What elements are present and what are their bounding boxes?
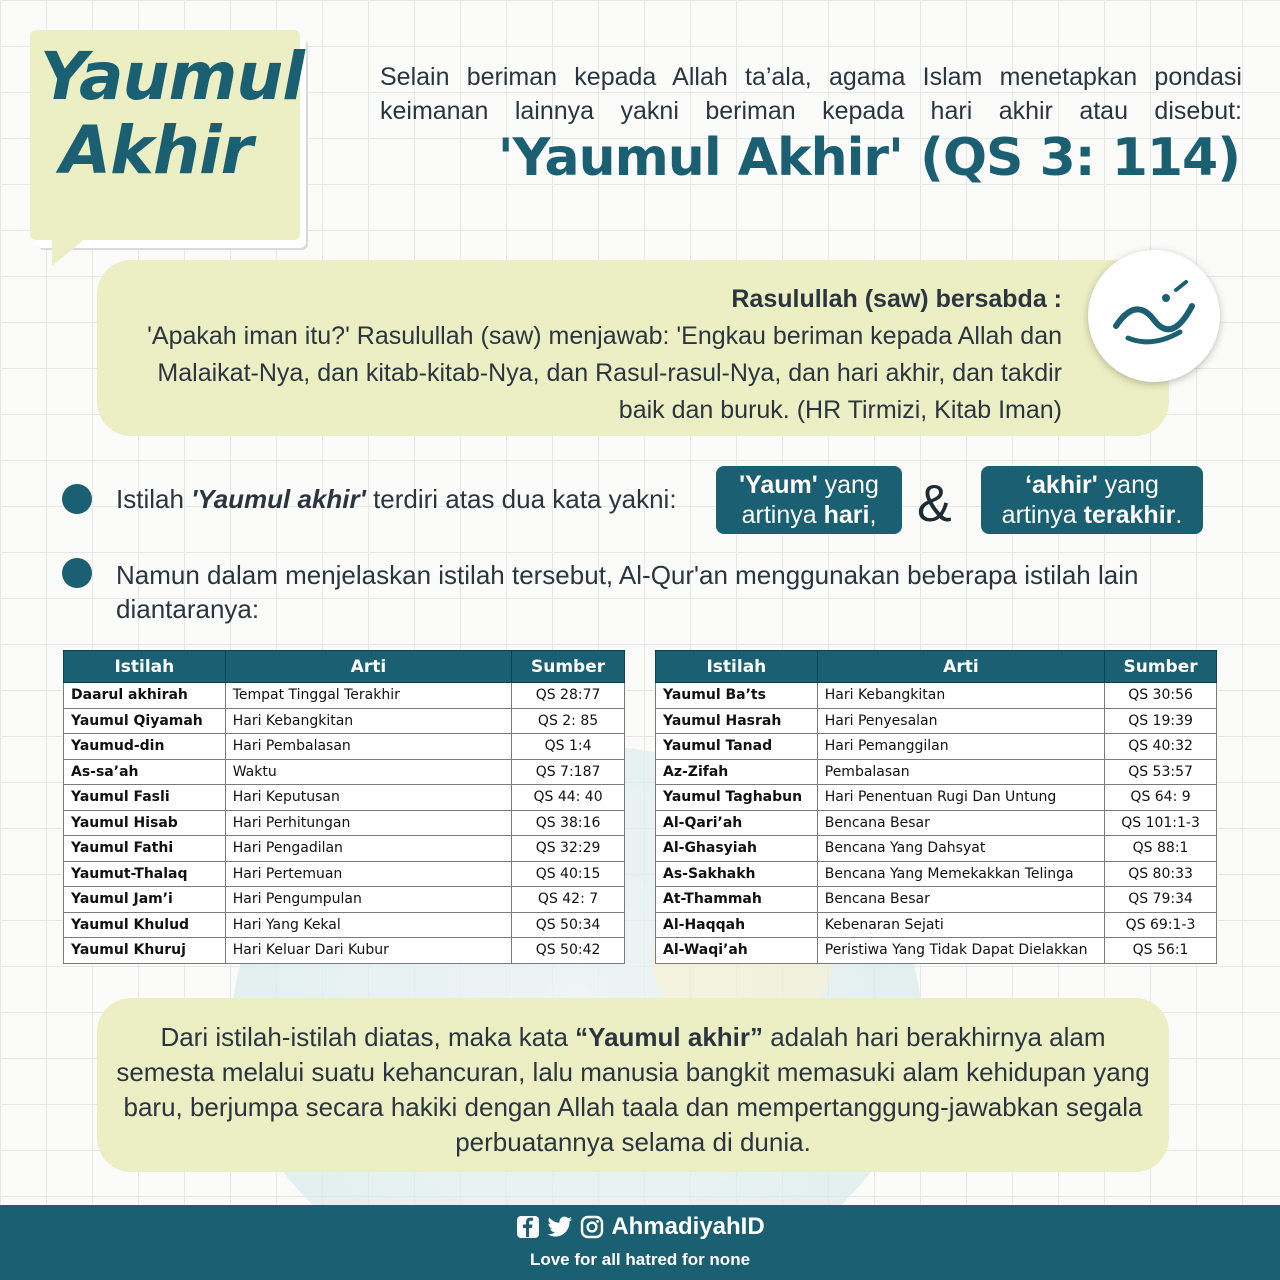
meaning-cell: Hari Perhitungan: [225, 810, 511, 836]
term-cell: Yaumul Hasrah: [656, 708, 818, 734]
summary-after: adalah hari berakhirnya alam semesta melalui suatu kehancuran, lalu manusia bangkit memasuki alam kehidupan yang baru, berjumpa secara hakiki dengan Allah taala dan mempertanggung-jawabkan segala perbuatannya selama di dunia.: [116, 1022, 1150, 1157]
source-cell: QS 1:4: [512, 734, 625, 760]
term-cell: Al-Haqqah: [656, 912, 818, 938]
point-1-prefix: Istilah: [116, 484, 192, 514]
table-row: [64, 759, 625, 785]
source-cell: QS 7:187: [512, 759, 625, 785]
term-cell: Yaumul Taghabun: [656, 785, 818, 811]
term-cell: Al-Ghasyiah: [656, 836, 818, 862]
source-cell: QS 2: 85: [512, 708, 625, 734]
twitter-icon[interactable]: [547, 1214, 573, 1240]
yaum-rest1: yang: [817, 471, 879, 499]
table-row: [64, 836, 625, 862]
point-1-term: 'Yaumul akhir': [191, 484, 366, 514]
source-cell: QS 30:56: [1105, 683, 1217, 709]
source-cell: QS 44: 40: [512, 785, 625, 811]
hadith-heading: Rasulullah (saw) bersabda :: [731, 285, 1062, 313]
intro-paragraph: Selain beriman kepada Allah ta’ala, agama Islam menetapkan pondasi keimanan lainnya yakni beriman kepada hari akhir atau disebut:: [380, 63, 1242, 125]
terms-table-left: [63, 650, 625, 964]
title-line-1: Yaumul: [40, 38, 304, 115]
table-row: [656, 861, 1217, 887]
source-cell: QS 53:57: [1105, 759, 1217, 785]
social-row: [0, 1213, 1280, 1241]
term-cell: Yaumul Hisab: [64, 810, 226, 836]
yaum-word: 'Yaum': [739, 471, 818, 499]
header-term: Istilah: [64, 651, 226, 683]
term-cell: Yaumul Jam’i: [64, 887, 226, 913]
source-cell: QS 42: 7: [512, 887, 625, 913]
source-cell: QS 79:34: [1105, 887, 1217, 913]
meaning-cell: Bencana Yang Memekakkan Telinga: [817, 861, 1104, 887]
akhir-rest2: artinya: [1001, 501, 1084, 529]
bullet-icon: [62, 484, 92, 514]
term-cell: As-Sakhakh: [656, 861, 818, 887]
yaum-pill: [716, 466, 902, 534]
source-cell: QS 50:34: [512, 912, 625, 938]
header-term: Istilah: [656, 651, 818, 683]
point-2-text: Namun dalam menjelaskan istilah tersebut, Al-Qur'an menggunakan beberapa istilah lain diantaranya:: [116, 560, 1139, 624]
yaum-end: ,: [869, 501, 877, 529]
meaning-cell: Bencana Yang Dahsyat: [817, 836, 1104, 862]
term-cell: Yaumul Khuruj: [64, 938, 226, 964]
term-cell: Al-Qari’ah: [656, 810, 818, 836]
term-cell: As-sa’ah: [64, 759, 226, 785]
meaning-cell: Pembalasan: [817, 759, 1104, 785]
meaning-cell: Hari Yang Kekal: [225, 912, 511, 938]
meaning-cell: Hari Keluar Dari Kubur: [225, 938, 511, 964]
akhir-pill: [981, 466, 1203, 534]
meaning-cell: Hari Pengumpulan: [225, 887, 511, 913]
term-cell: Yaumul Khulud: [64, 912, 226, 938]
term-cell: Yaumul Tanad: [656, 734, 818, 760]
term-cell: Daarul akhirah: [64, 683, 226, 709]
meaning-cell: Waktu: [225, 759, 511, 785]
muhammad-calligraphy-icon: [1088, 250, 1220, 382]
table-row: [656, 912, 1217, 938]
source-cell: QS 19:39: [1105, 708, 1217, 734]
table-row: [64, 938, 625, 964]
tagline: Love for all hatred for none: [529, 1250, 751, 1269]
meaning-cell: Hari Keputusan: [225, 785, 511, 811]
source-cell: QS 80:33: [1105, 861, 1217, 887]
meaning-cell: Hari Pengadilan: [225, 836, 511, 862]
yaum-meaning: hari: [823, 501, 870, 529]
term-cell: Al-Waqi’ah: [656, 938, 818, 964]
table-row: [64, 683, 625, 709]
meaning-cell: Hari Pembalasan: [225, 734, 511, 760]
social-handle[interactable]: AhmadiyahID: [611, 1213, 765, 1240]
table-header-row: [656, 651, 1217, 683]
meaning-cell: Bencana Besar: [817, 887, 1104, 913]
intro-quote: 'Yaumul Akhir' (QS 3: 114): [497, 128, 1240, 188]
meaning-cell: Hari Penyesalan: [817, 708, 1104, 734]
term-cell: Yaumul Qiyamah: [64, 708, 226, 734]
table-row: [656, 810, 1217, 836]
point-1-suffix: terdiri atas dua kata yakni:: [365, 484, 677, 514]
header-meaning: Arti: [817, 651, 1104, 683]
header-meaning: Arti: [225, 651, 511, 683]
meaning-cell: Hari Pertemuan: [225, 861, 511, 887]
point-1-text: [116, 484, 677, 515]
term-cell: Yaumul Fasli: [64, 785, 226, 811]
term-cell: At-Thammah: [656, 887, 818, 913]
title-line-2: Akhir: [60, 112, 253, 189]
meaning-cell: Hari Penentuan Rugi Dan Untung: [817, 785, 1104, 811]
facebook-icon[interactable]: [515, 1214, 541, 1240]
akhir-end: .: [1175, 501, 1183, 529]
table-row: [656, 785, 1217, 811]
meaning-cell: Bencana Besar: [817, 810, 1104, 836]
source-cell: QS 64: 9: [1105, 785, 1217, 811]
table-row: [656, 683, 1217, 709]
source-cell: QS 69:1-3: [1105, 912, 1217, 938]
meaning-cell: Peristiwa Yang Tidak Dapat Dielakkan: [817, 938, 1104, 964]
akhir-meaning: terakhir: [1083, 501, 1176, 529]
source-cell: QS 28:77: [512, 683, 625, 709]
instagram-icon[interactable]: [579, 1214, 605, 1240]
table-row: [656, 836, 1217, 862]
source-cell: QS 40:15: [512, 861, 625, 887]
source-cell: QS 56:1: [1105, 938, 1217, 964]
table-row: [64, 734, 625, 760]
summary-text: [110, 1020, 1156, 1160]
header-source: Sumber: [1105, 651, 1217, 683]
meaning-cell: Hari Kebangkitan: [225, 708, 511, 734]
akhir-word: ‘akhir': [1025, 471, 1098, 499]
meaning-cell: Hari Pemanggilan: [817, 734, 1104, 760]
summary-before: Dari istilah-istilah diatas, maka kata: [160, 1022, 576, 1052]
table-row: [656, 887, 1217, 913]
page-title: [40, 38, 304, 189]
term-cell: Az-Zifah: [656, 759, 818, 785]
table-header-row: [64, 651, 625, 683]
source-cell: QS 101:1-3: [1105, 810, 1217, 836]
table-row: [656, 938, 1217, 964]
bullet-icon: [62, 558, 92, 588]
header-source: Sumber: [512, 651, 625, 683]
table-row: [64, 861, 625, 887]
term-cell: Yaumut-Thalaq: [64, 861, 226, 887]
table-row: [656, 759, 1217, 785]
term-cell: Yaumul Fathi: [64, 836, 226, 862]
source-cell: QS 50:42: [512, 938, 625, 964]
table-row: [656, 708, 1217, 734]
terms-table-right: [655, 650, 1217, 964]
summary-term: “Yaumul akhir”: [575, 1022, 763, 1052]
meaning-cell: Tempat Tinggal Terakhir: [225, 683, 511, 709]
source-cell: QS 88:1: [1105, 836, 1217, 862]
table-row: [64, 887, 625, 913]
akhir-rest1: yang: [1097, 471, 1159, 499]
meaning-cell: Hari Kebangkitan: [817, 683, 1104, 709]
source-cell: QS 38:16: [512, 810, 625, 836]
table-row: [64, 912, 625, 938]
table-row: [64, 708, 625, 734]
meaning-cell: Kebenaran Sejati: [817, 912, 1104, 938]
term-cell: Yaumud-din: [64, 734, 226, 760]
table-row: [64, 810, 625, 836]
table-row: [64, 785, 625, 811]
table-row: [656, 734, 1217, 760]
ampersand: &: [917, 475, 952, 533]
source-cell: QS 40:32: [1105, 734, 1217, 760]
hadith-body: 'Apakah iman itu?' Rasulullah (saw) menjawab: 'Engkau beriman kepada Allah dan Malaikat-Nya, dan kitab-kitab-Nya, dan Rasul-rasul-Nya, dan hari akhir, dan takdir baik dan buruk. (HR Tirmizi, Kitab Iman): [147, 322, 1062, 424]
source-cell: QS 32:29: [512, 836, 625, 862]
yaum-rest2: artinya: [741, 501, 824, 529]
term-cell: Yaumul Ba’ts: [656, 683, 818, 709]
